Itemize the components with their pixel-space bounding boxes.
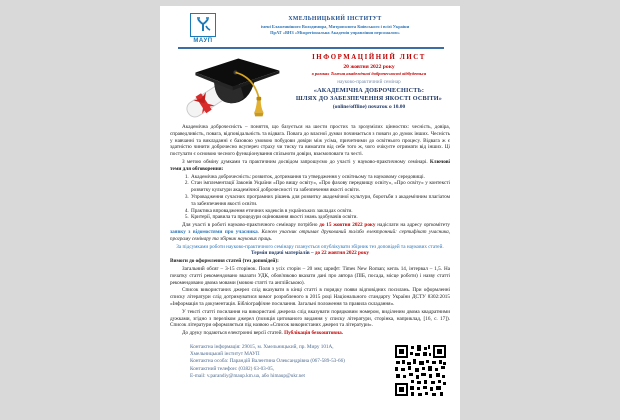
application-highlight: заявку з відомостями про учасника [170, 228, 258, 235]
header-divider [178, 47, 444, 49]
letterhead-text [220, 13, 450, 35]
event-title-line2: ШЛЯХ ДО ЗАБЕЗПЕЧЕННЯ ЯКОСТІ ОСВІТИ» [295, 95, 443, 102]
topic-item: 2. Стан імплементації Законів України «Про вищу освіту», «Про фахову передвищу освіту», «Про освіту» у контексті розвитку культури академічної доброчесності та забезпечення якості освіти. [190, 180, 450, 194]
maup-logo [186, 13, 220, 44]
topic-item: 1. Академічна доброчесність: розвиток, дотримання та утвердження у освітньому та науковому середовищі. [190, 174, 450, 181]
organization-name: ПрАТ «ВНЗ «Міжрегіональна Академія управління персоналом» [270, 30, 400, 35]
requirements-paragraph-1: Загальний обсяг – 3-15 сторінок. Поля з усіх сторін – 20 мм; шрифт: Times New Roman; кегль 14, інтервал – 1,5. На початку статті рекомендовано вказати УДК, обов'язково вказати дані про автора (ПІБ, посада, місце роботи) і назву статті рекомендовано двома мовами (мовою статті та англійською). [170, 265, 450, 286]
requirements-paragraph-2: Список використаних джерел слід вказувати в кінці статті в порядку появи відповідних посилань. При оформленні списку літератури слід дотримуватися вимог розробленого в 2015 році Національного стандарту України ДСТУ 8302:2015 «Інформація та документація. Бібліографічне посилання. Загальні положення та правила складання». [170, 287, 450, 307]
qr-code [394, 344, 450, 402]
letter-body [170, 124, 450, 337]
info-letter-title: ІНФОРМАЦІЙНИЙ ЛИСТ [312, 54, 426, 61]
institute-name: ХМЕЛЬНИЦЬКИЙ ІНСТИТУТ [288, 16, 382, 22]
participation-paragraph: Для участі в роботі науково-практичного семінару потрібно до 15 жовтня 2022 року надіслати на адресу оргкомітету заявку з відомостями про учасника. Кожен учасник отримає друкований та/або електронний: сертифікат учасника, програму семінару та збірник наукових праць. [170, 222, 451, 242]
free-publication-note: Публікація безкоштовна. [284, 330, 343, 337]
event-date: 20 жовтня 2022 року [343, 63, 395, 70]
contact-institute: Хмельницький інститут МАУП [190, 351, 260, 358]
graduation-cap-image [170, 51, 288, 121]
institute-named-after: імені Блаженнішого Володимира, Митрополита Київського і всієї України [260, 23, 410, 29]
intro-paragraph: Академічна доброчесність – поняття, що базується на шести простих та зрозумілих цінностях: чесність, довіра, справедливість, повага, відповідальність та відвага. Повага до власної думки починається з поваги до думок інших. Чесність у навчанні та викладанні є базовою умовою побудови довіри між усіма, причетними до освітнього процесу. Відвага ж є здатністю чинити доброчесно всупереч страху чи тиску та вимагати від себе того ж, чого очікуєте отримати від інших. Ці постулати є основою чесного функціонування спільноти довіри, взаємоповаги та честі. [170, 124, 450, 158]
letterhead [170, 13, 450, 44]
topic-item: 5. Критерії, правила та процедури оцінювання якості знань здобувачів освіти. [190, 214, 450, 221]
topics-label: Ключові теми для обговорення: [170, 158, 450, 172]
headline-block [288, 51, 450, 121]
letter-footer [170, 344, 450, 402]
contact-phone: Контактний телефон: (0382) 63-03-05, [190, 365, 274, 372]
publication-paragraph: За підсумками роботи науково-практичного семінару планується опублікувати збірник тез доповідей та наукових статей. Термін подачі матеріалів – до 22 жовтня 2022 року [176, 243, 444, 257]
logo-abbr: МАУП [193, 38, 213, 44]
graduation-cap-icon [173, 51, 285, 121]
event-title-line1: «АКАДЕМІЧНА ДОБРОЧЕСНІСТЬ: [313, 86, 425, 94]
qr-code-icon [394, 344, 447, 397]
topic-item: 4. Практика впровадження етичних кодексів в українських закладах освіти. [190, 208, 450, 215]
event-subtitle: в рамках Тижня академічної доброчесності відбудеться [311, 71, 427, 76]
topics-list [170, 174, 450, 222]
invite-paragraph: З метою обміну думками та практичним досвідом запрошуємо до участі у науково-практичному семінарі. Ключові теми для обговорення: [170, 158, 450, 172]
contact-block [190, 344, 394, 402]
print-paragraph: До друку подаються електронні версії статей. Публікація безкоштовна. [182, 330, 343, 337]
topic-item: 3. Упровадження сучасних програмних рішень для розвитку академічної культури, боротьби з академічним плагіатом та забезпечення якості освіти. [190, 194, 450, 208]
seminar-banner [170, 51, 450, 121]
maup-logo-icon [190, 13, 216, 37]
event-time: (online/offline) початок о 10.00 [332, 104, 406, 110]
deadline-materials: до 22 жовтня 2022 року [314, 250, 369, 257]
contact-address: Контактна інформація: 29015, м. Хмельницький, пр. Миру 101А, [190, 343, 334, 350]
requirements-heading: Вимоги до оформлення статей (тез доповідей): [170, 258, 279, 265]
requirements-paragraph-3: У тексті статті посилання на використані джерела слід вказувати порядковим номером, виділеним двома квадратними дужками, згідно з переліком джерел (позиція цитованого видання у списку літератури, сторінка, наприклад, [16, с. 17]). Список літератури оформляється під назвою «Список використаних джерел та літератури». [170, 308, 450, 329]
contact-person: Контактна особа: Парандій Валентина Олександрівна (067-589-53-66) [190, 358, 345, 365]
letter-page [160, 6, 460, 420]
maup-glyph-icon [194, 17, 212, 33]
deadline-registration: до 15 жовтня 2022 року [319, 222, 376, 229]
contact-email: E-mail: v.parandiy@maup.km.ua, або himaup@ukr.net [190, 372, 306, 379]
event-type: науково-практичний семінар [337, 79, 401, 85]
